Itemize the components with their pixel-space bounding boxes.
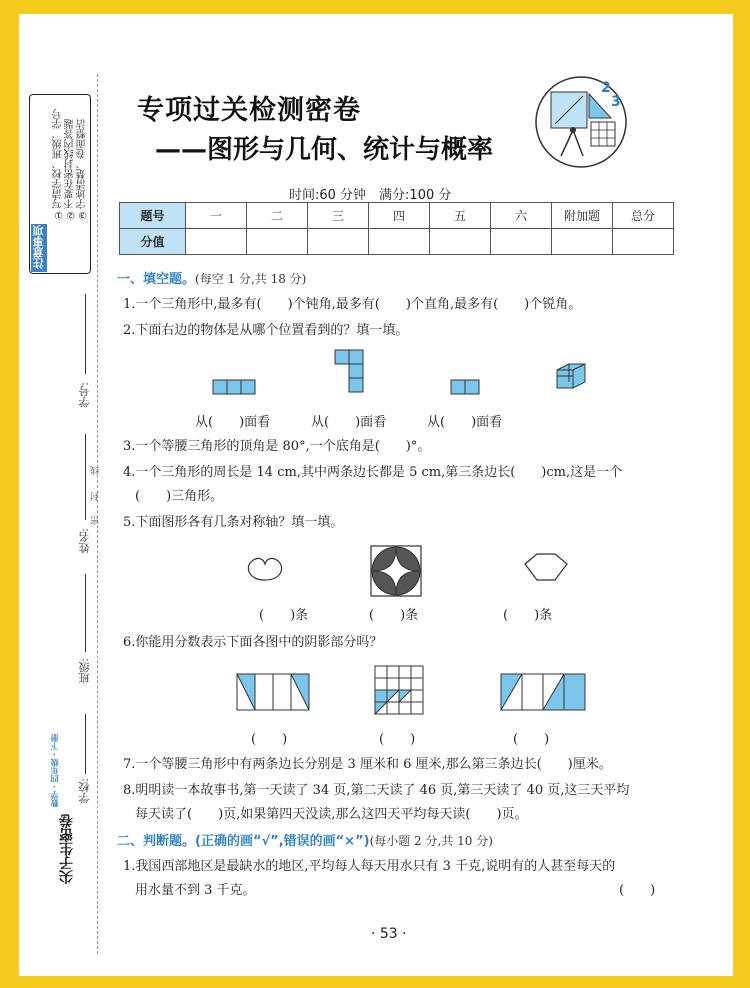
score-header-cell: 一 xyxy=(186,203,247,229)
notice-item-3: ③字迹清楚、卷面整洁 xyxy=(77,119,88,220)
page-title: 专项过关检测密卷 xyxy=(137,95,361,126)
question-2-1-answer[interactable]: ( ) xyxy=(619,883,656,898)
question-1-7: 7.一个等腰三角形中有两条边长分别是 3 厘米和 6 厘米,那么第三条边长( )厘米。 xyxy=(123,757,612,772)
score-header-cell: 五 xyxy=(430,203,491,229)
view-figures xyxy=(199,346,609,412)
school-line xyxy=(85,714,86,774)
class-label: 班级: xyxy=(78,658,91,684)
symmetry-label-3: ( )条 xyxy=(503,608,553,623)
svg-text:2: 2 xyxy=(601,80,611,96)
fraction-figure-1 xyxy=(237,674,309,710)
view-figure-1 xyxy=(213,380,255,394)
view-figure-2 xyxy=(335,350,363,392)
score-value-cell[interactable] xyxy=(552,229,613,255)
fraction-label-3: ( ) xyxy=(513,732,550,747)
score-value-cell[interactable] xyxy=(186,229,247,255)
section2-note: (每小题 2 分,共 10 分) xyxy=(369,834,493,848)
score-header-cell: 总分 xyxy=(613,203,674,229)
score-header-cell: 六 xyxy=(491,203,552,229)
time-info: 时间:60 分钟 满分:100 分 xyxy=(289,188,452,203)
hexagon-figure xyxy=(525,554,567,580)
math-tools-illustration xyxy=(531,72,631,172)
heart-figure xyxy=(248,558,281,580)
score-header-cell: 附加题 xyxy=(552,203,613,229)
fraction-label-2: ( ) xyxy=(379,732,416,747)
view-figure-3d xyxy=(557,364,585,388)
section2-heading-line xyxy=(117,830,493,853)
score-table xyxy=(119,202,674,255)
fraction-figures xyxy=(231,662,591,722)
svg-text:3: 3 xyxy=(611,94,621,110)
view-label-1: 从( )面看 xyxy=(195,415,271,430)
exam-page xyxy=(19,14,733,976)
section1-note: (每空 1 分,共 18 分) xyxy=(195,272,307,286)
score-row-label: 分值 xyxy=(120,229,186,255)
symmetry-label-1: ( )条 xyxy=(259,608,309,623)
view-label-2: 从( )面看 xyxy=(311,415,387,430)
student-no-line xyxy=(85,294,86,374)
question-2-1-line2: 用水量不到 3 千克。 xyxy=(135,883,256,898)
question-1-4-line1: 4.一个三角形的周长是 14 cm,其中两条边长都是 5 cm,第三条边长( )cm,这是一个 xyxy=(123,465,623,480)
question-1-4-line2: ( )三角形。 xyxy=(135,489,224,504)
fraction-label-1: ( ) xyxy=(251,732,288,747)
score-value-cell[interactable] xyxy=(247,229,308,255)
question-1-2: 2.下面右边的物体是从哪个位置看到的？填一填。 xyxy=(123,323,409,338)
score-value-cell[interactable] xyxy=(369,229,430,255)
name-label: 姓名: xyxy=(78,528,91,554)
question-1-8-line1: 8.明明读一本故事书,第一天读了 34 页,第二天读了 46 页,第三天读了 40 页,这三天平均 xyxy=(123,783,630,798)
page-number: · 53 · xyxy=(371,926,407,942)
binding-spine xyxy=(19,14,107,976)
symmetry-label-2: ( )条 xyxy=(369,608,419,623)
score-value-cell[interactable] xyxy=(613,229,674,255)
seal-word-feng: 封 xyxy=(91,492,101,501)
question-1-6: 6.你能用分数表示下面各图中的阴影部分吗？ xyxy=(123,635,383,650)
question-1-1: 1.一个三角形中,最多有( )个钝角,最多有( )个直角,最多有( )个锐角。 xyxy=(123,297,582,312)
notice-item-2: ②不要在密封线内答题 xyxy=(65,119,76,220)
brand-label: 尖子生密卷 xyxy=(59,814,75,884)
question-1-5: 5.下面图形各有几条对称轴？填一填。 xyxy=(123,515,344,530)
square-circle-figure xyxy=(371,546,421,596)
section1-heading-line xyxy=(117,268,306,291)
view-figure-3 xyxy=(451,380,479,394)
score-header-cell: 四 xyxy=(369,203,430,229)
question-1-8-line2: 每天读了( )页,如果第四天没读,那么这四天平均每天读( )页。 xyxy=(135,807,528,822)
score-value-cell[interactable] xyxy=(491,229,552,255)
symmetry-figures xyxy=(239,544,569,602)
score-header-cell: 三 xyxy=(308,203,369,229)
seal-word-xian: 线 xyxy=(91,466,101,475)
name-line xyxy=(85,434,86,520)
series-label: 数学 · 四年级 · 下册 xyxy=(50,734,59,808)
notice-tag: 注意事项 xyxy=(31,224,47,272)
fraction-figure-2 xyxy=(375,666,423,714)
section1-heading: 一、填空题。 xyxy=(117,272,196,287)
score-value-cell[interactable] xyxy=(308,229,369,255)
score-header-cell: 题号 xyxy=(120,203,186,229)
seal-word-mi: 密 xyxy=(91,516,101,525)
fraction-figure-3 xyxy=(501,674,585,710)
school-label: 学校: xyxy=(78,778,91,804)
notice-item-1: ①写清学校、班级、学号 xyxy=(53,109,64,220)
section2-heading: 二、判断题。(正确的画“√”,错误的画“×”) xyxy=(117,834,370,849)
question-1-3: 3.一个等腰三角形的顶角是 80°,一个底角是( )°。 xyxy=(123,439,431,454)
student-no-label: 学号: xyxy=(78,382,91,408)
view-label-3: 从( )面看 xyxy=(427,415,503,430)
class-line xyxy=(85,574,86,652)
score-value-cell[interactable] xyxy=(430,229,491,255)
seal-dashed-line xyxy=(97,74,98,954)
page-subtitle: ——图形与几何、统计与概率 xyxy=(155,135,494,165)
score-header-cell: 二 xyxy=(247,203,308,229)
question-2-1-line1: 1.我国西部地区是最缺水的地区,平均每人每天用水只有 3 千克,说明有的人甚至每天的 xyxy=(123,859,616,874)
